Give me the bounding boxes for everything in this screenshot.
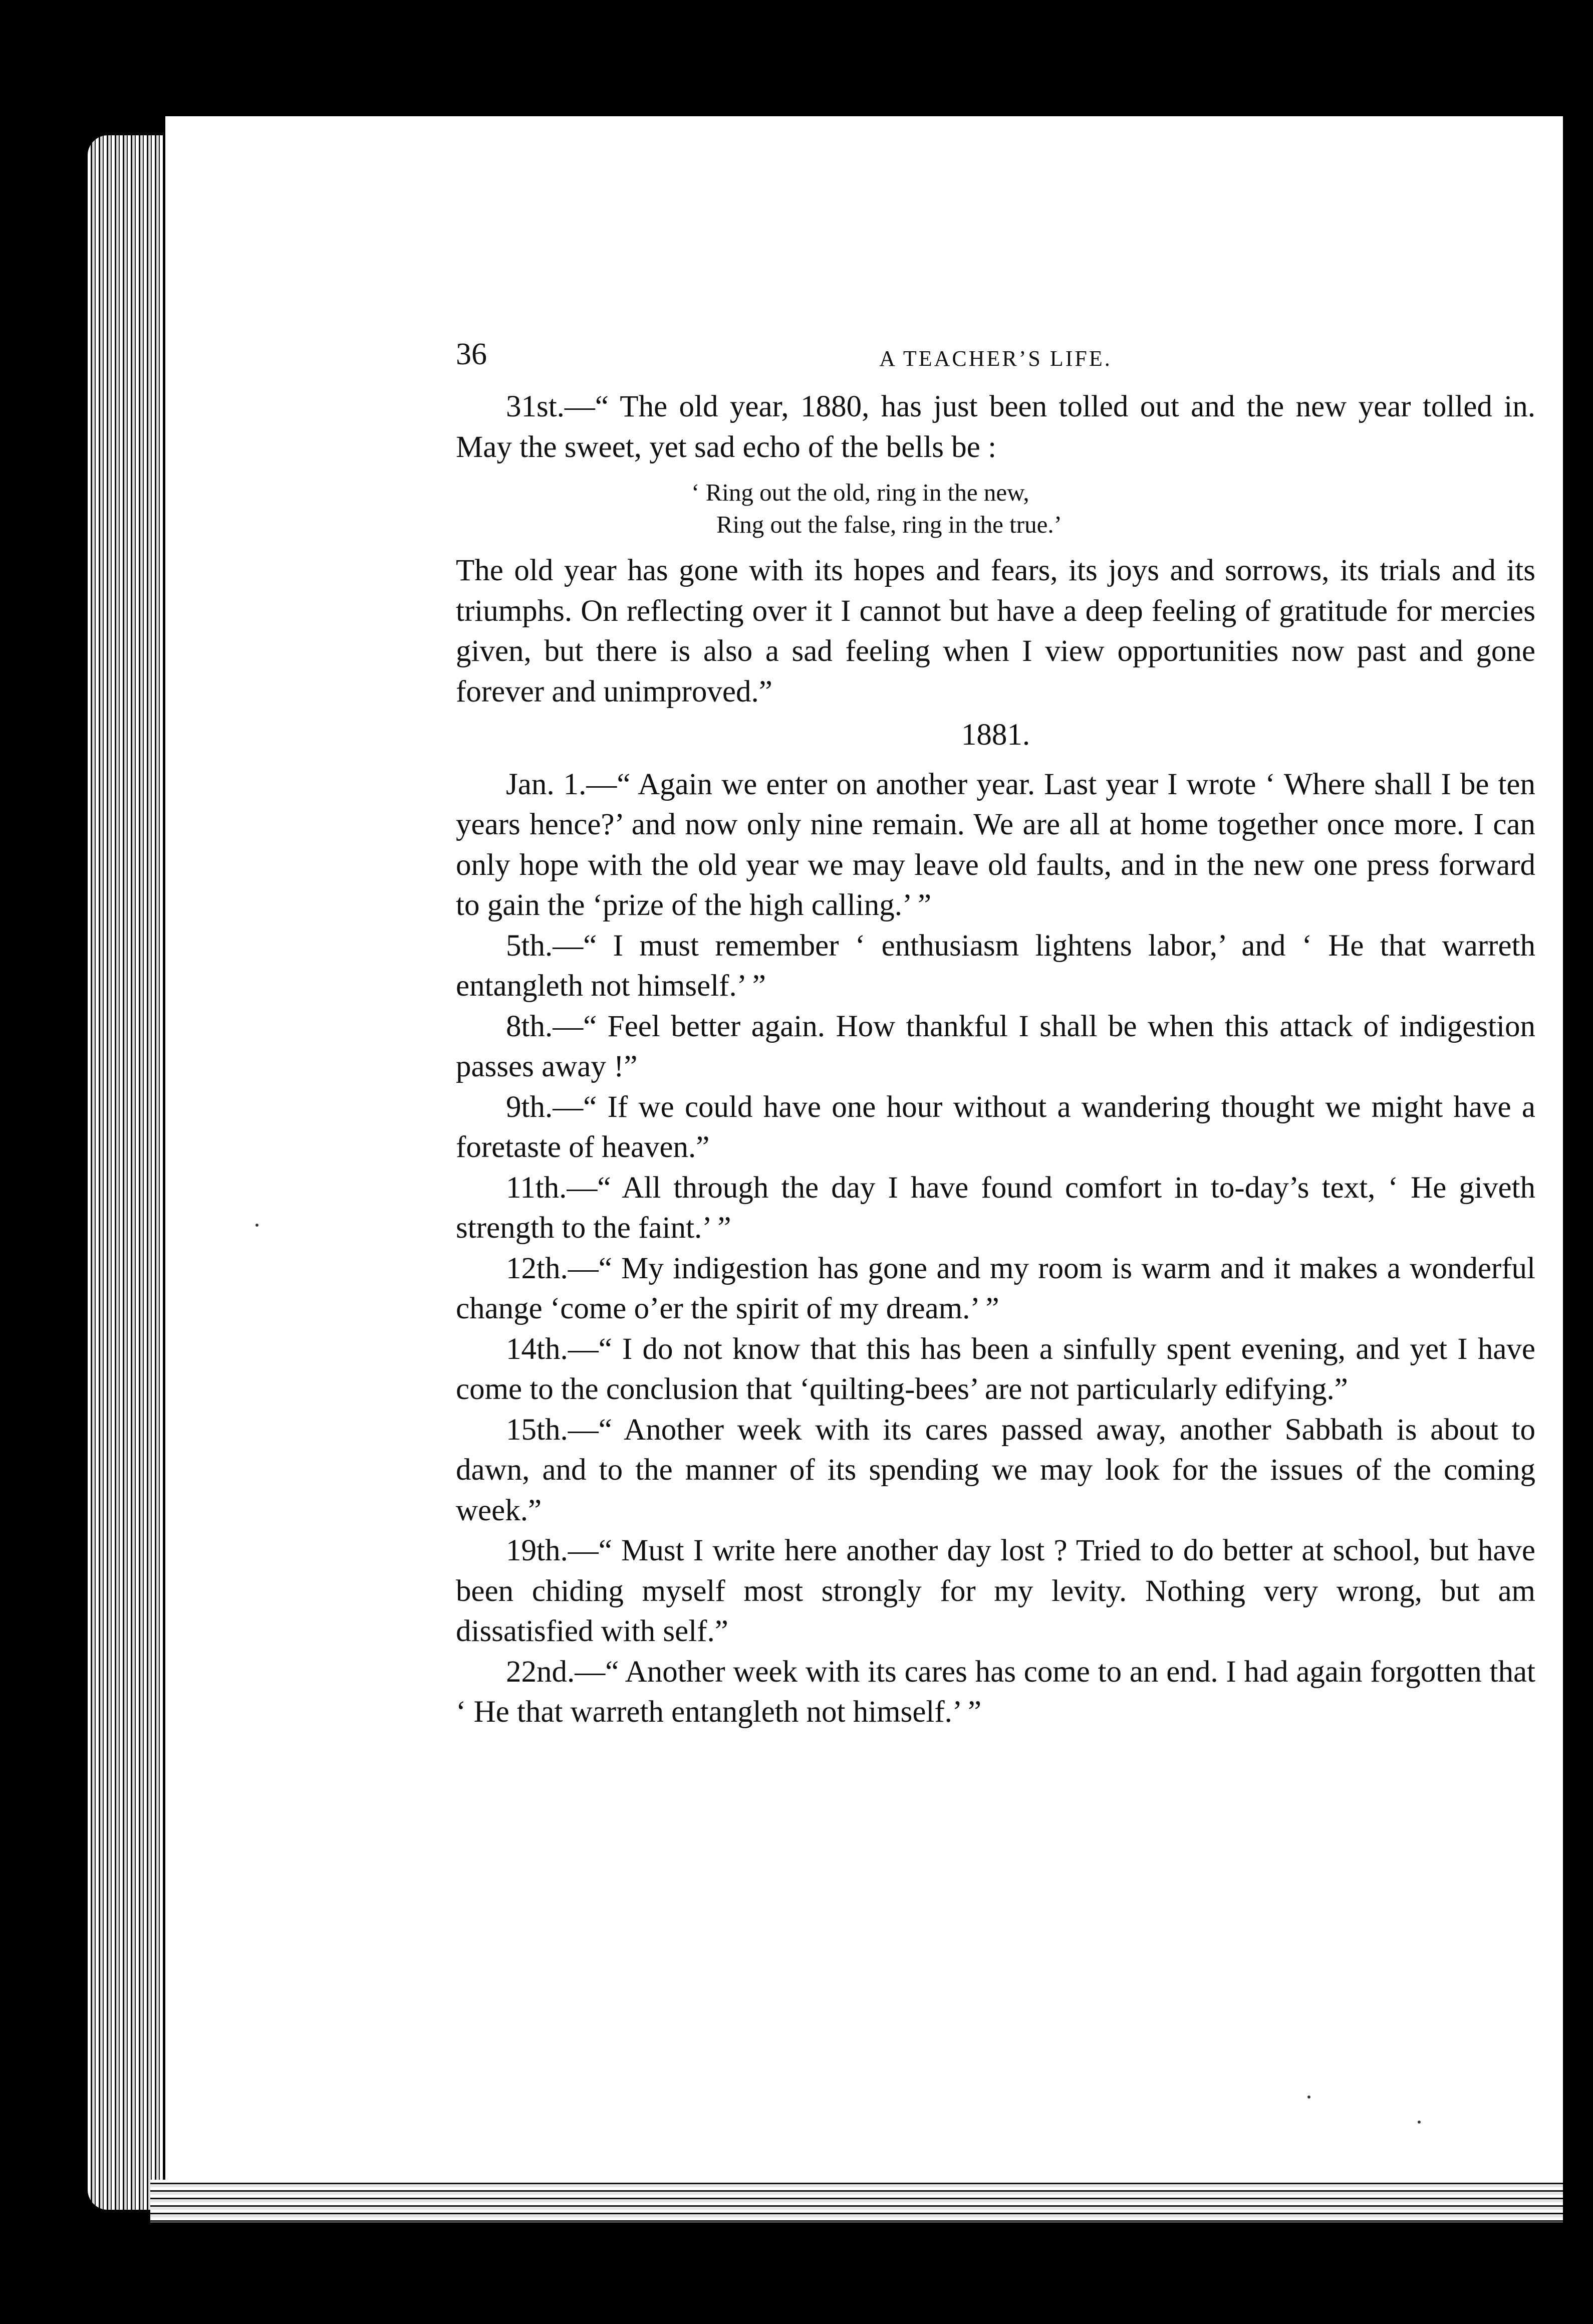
verse-line-1: ‘ Ring out the old, ring in the new, [691, 479, 1029, 506]
paragraph-15th: 15th.—“ Another week with its cares passed away, another Sabbath is about to dawn, and to the manner of its spending we may look for the issues of the coming week.” [456, 1413, 1535, 1527]
paragraph-19th: 19th.—“ Must I write here another day lost ? Tried to do better at school, but have been chiding myself most strongly for my levity. Nothing very wrong, but am dissatisfied with self.” [456, 1534, 1535, 1648]
running-head [456, 337, 1535, 387]
book-page-edges [88, 135, 163, 2210]
book-page [165, 116, 1563, 2181]
verse-line-2: Ring out the false, ring in the true.’ [716, 511, 1062, 538]
paragraph-12th: 12th.—“ My indigestion has gone and my room is warm and it makes a wonderful change ‘come o’er the spirit of my dream.’ ” [456, 1251, 1535, 1325]
paragraph-11th: 11th.—“ All through the day I have found comfort in to-day’s text, ‘ He giveth strength to the faint.’ ” [456, 1171, 1535, 1245]
year-heading: 1881. [961, 718, 1030, 752]
book-bottom-edge [150, 2180, 1563, 2222]
paragraph-22nd: 22nd.—“ Another week with its cares has come to an end. I had again forgotten that ‘ He that warreth entangleth not himself.’ ” [456, 1655, 1535, 1729]
paragraph-9th: 9th.—“ If we could have one hour without a wandering thought we might have a foretaste of heaven.” [456, 1090, 1535, 1164]
print-speck [1418, 2121, 1421, 2124]
paragraph-jan-1: Jan. 1.—“ Again we enter on another year. Last year I wrote ‘ Where shall I be ten years hence?’ and now only nine remain. We are all at home together once more. I can only hope with the old year we may leave old faults, and in the new one press forward to gain the ‘prize of the high calling.’ ” [456, 767, 1535, 922]
page-number: 36 [456, 337, 487, 371]
paragraph-14th: 14th.—“ I do not know that this has been a sinfully spent evening, and yet I have come to the conclusion that ‘quilting-bees’ are not particularly edifying.” [456, 1332, 1535, 1406]
page-content [456, 337, 1535, 1733]
paragraph-31st: 31st.—“ The old year, 1880, has just been tolled out and the new year tolled in. May the sweet, yet sad echo of the bells be : [456, 390, 1535, 464]
paragraph-5th: 5th.—“ I must remember ‘ enthusiasm lightens labor,’ and ‘ He that warreth entangleth not himself.’ ” [456, 928, 1535, 1003]
print-speck [1307, 2096, 1310, 2099]
print-speck [255, 1224, 258, 1227]
paragraph-old-year: The old year has gone with its hopes and fears, its joys and sorrows, its trials and its triumphs. On reflecting over it I cannot but have a deep feeling of gratitude for mercies given, but there is also a sad feeling when I view opportunities now past and gone forever and unimproved.” [456, 554, 1535, 709]
paragraph-8th: 8th.—“ Feel better again. How thankful I shall be when this attack of indigestion passes away !” [456, 1009, 1535, 1083]
running-title: A TEACHER’S LIFE. [879, 346, 1112, 371]
quoted-verse [456, 477, 1535, 541]
body-text [456, 387, 1535, 1733]
